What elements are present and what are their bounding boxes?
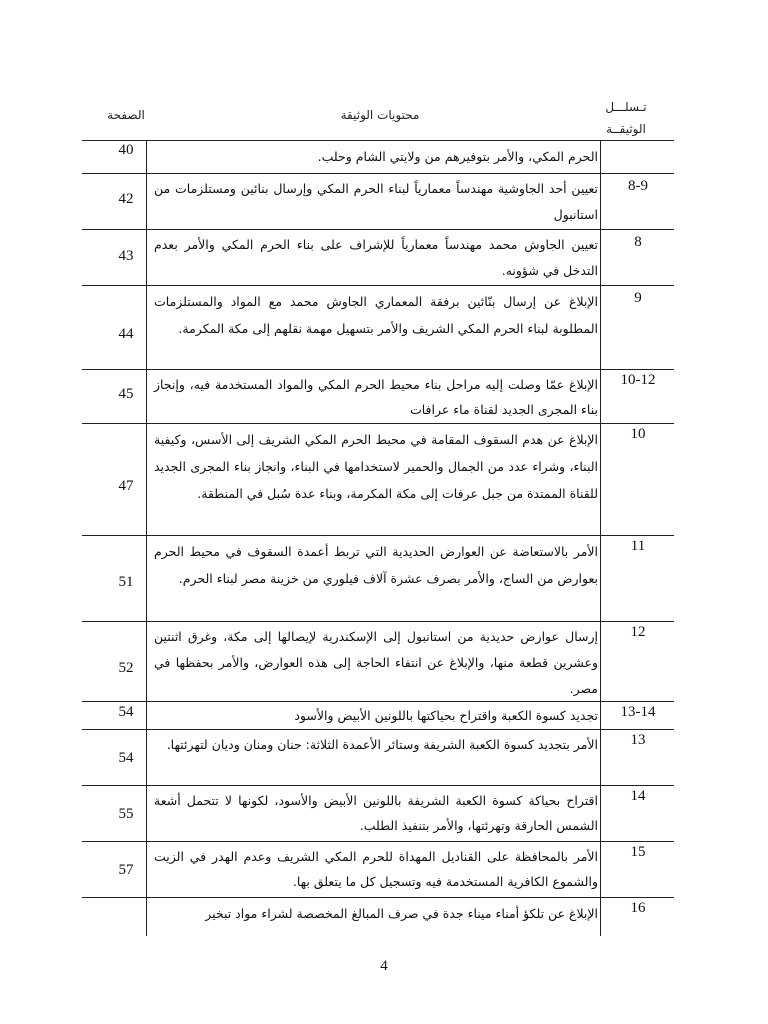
table-row <box>82 702 674 730</box>
row-page-number: 57 <box>118 862 134 878</box>
row-content: الإبلاغ عن إرسال بنّائين برفقة المعماري الجاوش محمد مع المواد والمستلزمات المطلوبة لبناء الحرم المكي الشريف والأمر بتسهيل مهمة نقلهم إلى مكة المكرمة. <box>154 294 598 336</box>
row-content: الإبلاغ عن تلكؤ أمناء ميناء جدة في صرف المبالغ المخصصة لشراء مواد تبخير <box>205 906 598 921</box>
row-content: تعيين أحد الجاوشية مهندساً معمارياً لبناء الحرم المكي وإرسال بنائين ومستلزمات من استانبول <box>154 181 598 222</box>
table-row <box>82 730 674 786</box>
row-content: اقتراح بحياكة كسوة الكعبة الشريفة باللونين الأبيض والأسود، لكونها لا تتحمل أشعة الشمس الحارقة وتهرئتها، والأمر بتنفيذ الطلب. <box>154 793 598 833</box>
header-serial-column: تـسلـــل الوثيقــة <box>605 100 647 136</box>
row-serial: 13-14 <box>620 704 656 720</box>
table-row <box>82 424 674 536</box>
header-page-column: الصفحة <box>107 108 145 122</box>
row-content: الأمر بالاستعاضة عن العوارض الحديدية التي تربط أعمدة السقوف في محيط الحرم بعوارض من الساج، والأمر بصرف عشرة آلاف فيلوري من خزينة مصر لبناء الحرم. <box>154 544 598 586</box>
row-page-number: 45 <box>118 386 134 402</box>
row-serial: 13 <box>630 732 646 748</box>
row-serial: 12 <box>630 624 646 640</box>
row-content: الحرم المكي، والأمر بتوفيرهم من ولايتي الشام وحلب. <box>317 149 598 164</box>
row-page-number: 52 <box>118 660 134 676</box>
table-row <box>82 622 674 702</box>
table-row <box>82 370 674 424</box>
row-page-number: 43 <box>118 248 134 264</box>
row-serial: 9 <box>634 290 642 306</box>
row-page-number: 47 <box>118 478 134 494</box>
row-serial: 8-9 <box>628 178 648 194</box>
row-content: الأمر بالمحافظة على القناديل المهداة للحرم المكي الشريف وعدم الهدر في الزيت والشموع الكافرية المستخدمة فيه وتسجيل كل ما يتعلق بها. <box>154 849 598 889</box>
table-row <box>82 536 674 622</box>
table-row <box>82 286 674 370</box>
row-serial: 10 <box>630 426 646 442</box>
row-serial: 16 <box>630 900 646 916</box>
row-page-number: 44 <box>118 326 134 342</box>
table-row <box>82 140 674 174</box>
row-content: تعيين الجاوش محمد مهندساً معمارياً للإشراف على بناء الحرم المكي والأمر بعدم التدخل في شؤونه. <box>154 237 598 278</box>
row-page-number: 55 <box>118 806 134 822</box>
row-serial: 11 <box>630 538 646 554</box>
row-serial: 14 <box>630 788 646 804</box>
row-content: الأمر بتجديد كسوة الكعبة الشريفة وستائر الأعمدة الثلاثة: حنان ومنان وديان لتهرئتها. <box>166 737 598 752</box>
row-content: إرسال عوارض حديدية من استانبول إلى الإسكندرية لإيصالها إلى مكة، وغرق اثنتين وعشرين قطعة منها، والإبلاغ عن انتفاء الحاجة إلى هذه العوارض، والأمر بحفظها في مصر. <box>154 629 598 696</box>
table-row <box>82 174 674 230</box>
page-number: 4 <box>380 958 388 974</box>
table-row <box>82 842 674 898</box>
row-page-number: 51 <box>118 574 134 590</box>
row-content: الإبلاغ عمّا وصلت إليه مراحل بناء محيط الحرم المكي والمواد المستخدمة فيه، وإنجاز بناء المجرى الجديد لقناة ماء عرافات <box>154 377 598 417</box>
table-row <box>82 786 674 842</box>
row-serial: 15 <box>630 844 646 860</box>
row-content: الإبلاغ عن هدم السقوف المقامة في محيط الحرم المكي الشريف إلى الأسس، وكيفية البناء، وشراء عدد من الجمال والحمير لاستخدامها في البناء، وانجاز بناء المجرى الجديد للقناة الممتدة من جبل عرفات إلى مكة المكرمة، وبناء عدة سُبل في المنطقة. <box>154 432 598 501</box>
row-page-number: 54 <box>118 750 134 766</box>
row-content: تجديد كسوة الكعبة واقتراح بحياكتها باللونين الأبيض والأسود <box>294 708 598 723</box>
row-serial: 10-12 <box>620 372 656 388</box>
table-row <box>82 898 674 936</box>
row-page-number: 40 <box>118 142 134 158</box>
row-serial: 8 <box>634 234 642 250</box>
table-row <box>82 230 674 286</box>
header-contents-column: محتويات الوثيقة <box>340 108 420 122</box>
row-page-number: 54 <box>118 704 134 720</box>
row-page-number: 42 <box>118 191 134 207</box>
